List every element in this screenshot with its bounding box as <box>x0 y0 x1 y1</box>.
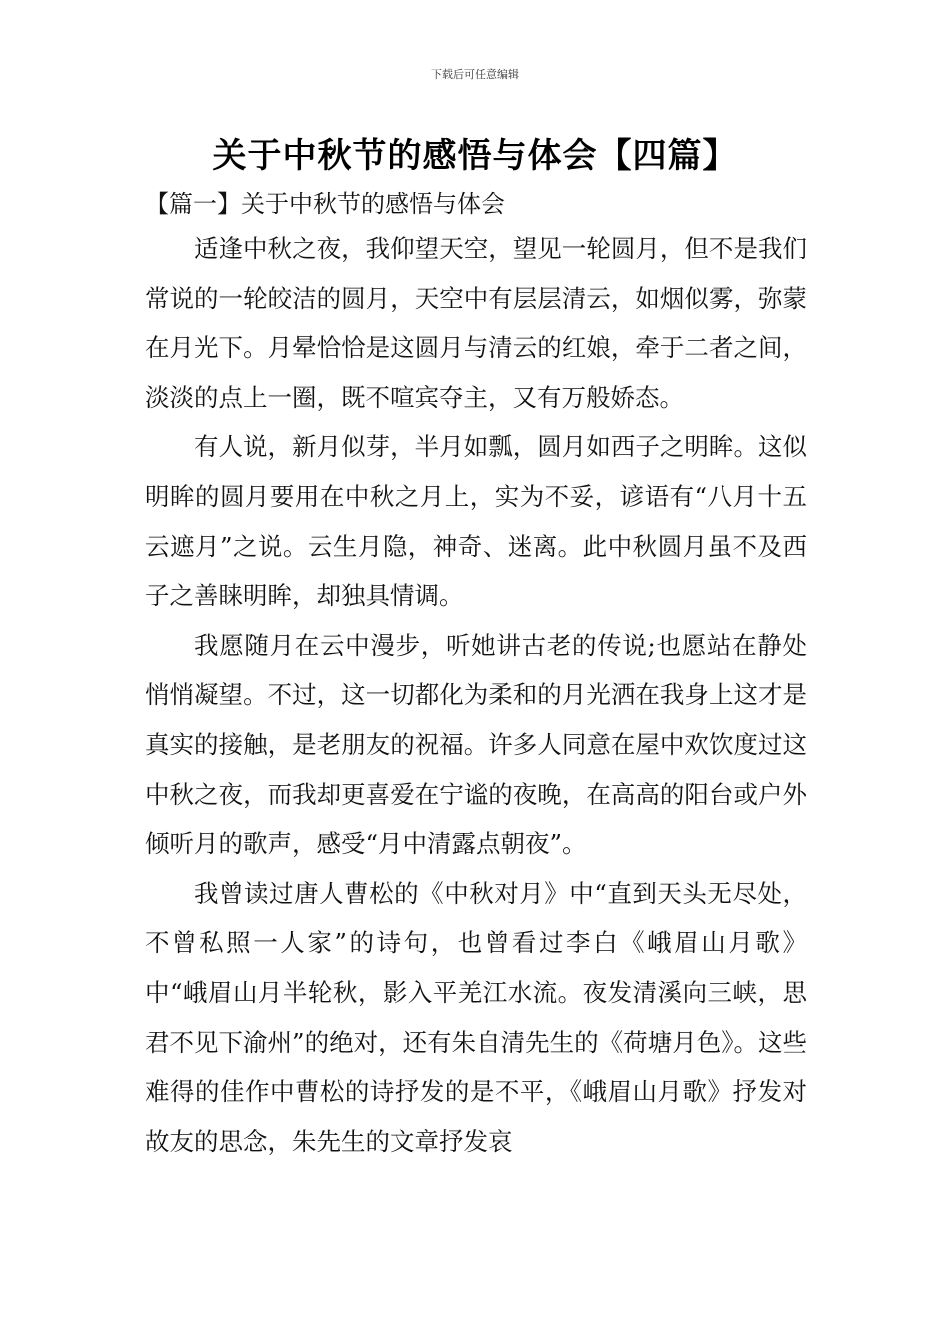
paragraph: 我曾读过唐人曹松的《中秋对月》中“直到天头无尽处，不曾私照一人家”的诗句，也曾看过李白《峨眉山月歌》中“峨眉山月半轮秋，影入平羌江水流。夜发清溪向三峡，思君不见下渝州”的绝对，还有朱自清先生的《荷塘月色》。这些难得的佳作中曹松的诗抒发的是不平，《峨眉山月歌》抒发对故友的思念，朱先生的文章抒发哀 <box>145 878 807 1156</box>
document-title: 关于中秋节的感悟与体会【四篇】 <box>212 136 738 176</box>
section-heading: 【篇一】关于中秋节的感悟与体会 <box>145 190 505 218</box>
header-note: 下载后可任意编辑 <box>431 68 519 81</box>
paragraph: 有人说，新月似芽，半月如瓢，圆月如西子之明眸。这似明眸的圆月要用在中秋之月上，实为不妥，谚语有“八月十五云遮月”之说。云生月隐，神奇、迷离。此中秋圆月虽不及西子之善睐明眸，却独具情调。 <box>145 432 807 611</box>
body-text <box>145 224 807 1166</box>
paragraph: 我愿随月在云中漫步，听她讲古老的传说;也愿站在静处悄悄凝望。不过，这一切都化为柔和的月光洒在我身上这才是真实的接触，是老朋友的祝福。许多人同意在屋中欢饮度过这中秋之夜，而我却更喜爱在宁谧的夜晚，在高高的阳台或户外倾听月的歌声，感受“月中清露点朝夜”。 <box>145 630 807 859</box>
paragraph: 适逢中秋之夜，我仰望天空，望见一轮圆月，但不是我们常说的一轮皎洁的圆月，天空中有层层清云，如烟似雾，弥蒙在月光下。月晕恰恰是这圆月与清云的红娘，牵于二者之间，淡淡的点上一圈，既不喧宾夺主，又有万般娇态。 <box>145 234 807 412</box>
